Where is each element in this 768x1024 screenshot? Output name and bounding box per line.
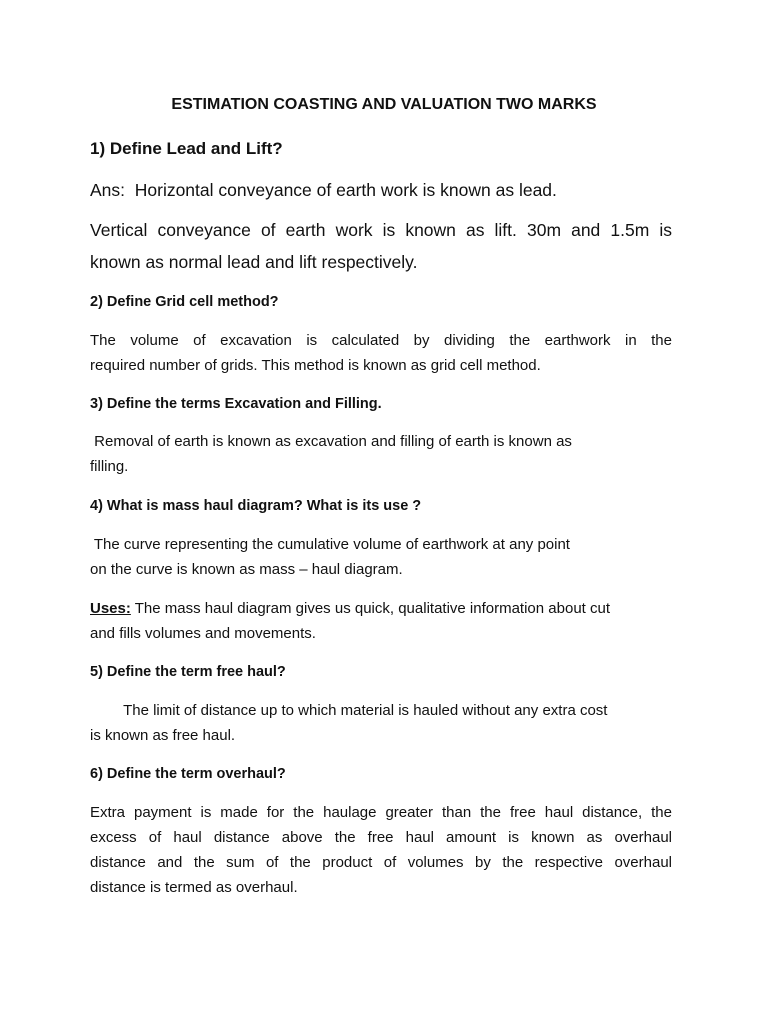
question-1: 1) Define Lead and Lift? [90, 139, 283, 158]
question-3: 3) Define the terms Excavation and Filling. [90, 396, 382, 412]
uses-text-1: The mass haul diagram gives us quick, qualitative information about cut [130, 600, 611, 617]
answer-1-line-2: Vertical conveyance of earth work is known as lift. 30m and 1.5m is [90, 220, 672, 240]
answer-2-line-2: required number of grids. This method is known as grid cell method. [90, 357, 541, 374]
question-4: 4) What is mass haul diagram? What is its use ? [90, 498, 422, 514]
answer-3-line-1: Removal of earth is known as excavation and filling of earth is known as [90, 433, 572, 450]
answer-6-line-3: distance and the sum of the product of volumes by the respective overhaul [90, 854, 672, 871]
answer-2 [90, 328, 672, 378]
answer-5 [90, 698, 672, 748]
uses-line-2: and fills volumes and movements. [90, 625, 316, 642]
uses-line-1 [90, 596, 672, 621]
answer-6-line-1: Extra payment is made for the haulage greater than the free haul distance, the [90, 804, 672, 821]
answer-5-line-2: is known as free haul. [90, 727, 236, 744]
answer-3 [90, 429, 672, 479]
question-2: 2) Define Grid cell method? [90, 294, 279, 310]
answer-1-line-3: known as normal lead and lift respectively. [90, 252, 418, 272]
uses-label: Uses: [90, 600, 131, 617]
answer-4 [90, 532, 672, 582]
question-5: 5) Define the term free haul? [90, 664, 286, 680]
answer-1-line-1: Ans: Horizontal conveyance of earth work is known as lead. [90, 180, 557, 200]
answer-3-line-2: filling. [90, 458, 129, 475]
question-6: 6) Define the term overhaul? [90, 766, 286, 782]
answer-6-line-4: distance is termed as overhaul. [90, 879, 298, 896]
answer-5-line-1: The limit of distance up to which material is hauled without any extra cost [90, 702, 608, 719]
answer-1 [90, 174, 672, 206]
answer-1-continued [90, 214, 672, 278]
answer-6 [90, 800, 672, 900]
answer-6-line-2: excess of haul distance above the free haul amount is known as overhaul [90, 829, 672, 846]
uses-paragraph [90, 596, 672, 646]
answer-2-line-1: The volume of excavation is calculated by dividing the earthwork in the [90, 332, 672, 349]
answer-4-line-2: on the curve is known as mass – haul diagram. [90, 561, 403, 578]
answer-4-line-1: The curve representing the cumulative volume of earthwork at any point [90, 536, 570, 553]
page-title: ESTIMATION COASTING AND VALUATION TWO MARKS [171, 96, 597, 113]
